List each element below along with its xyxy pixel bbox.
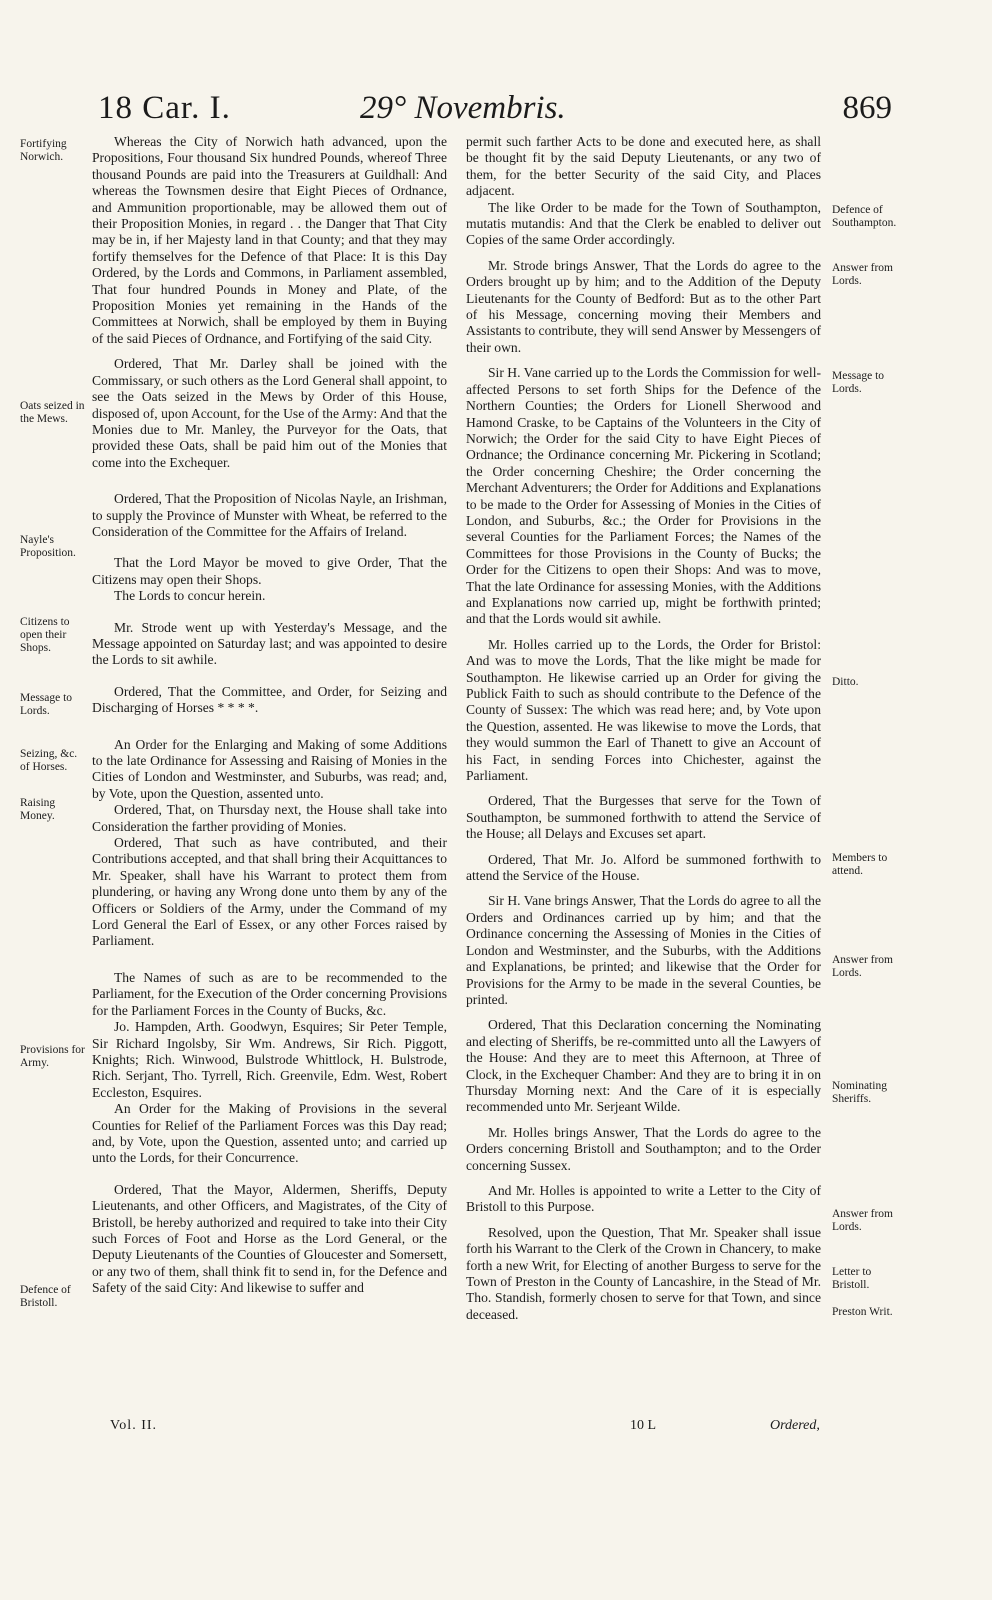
margin-note: Answer from Lords. [832, 262, 893, 287]
margin-note: Provisions for Army. [20, 1044, 85, 1069]
paragraph: Mr. Holles carried up to the Lords, the Order for Bristol: And was to move the Lords, That the like might be made for Southampton. He likewise carried up an Order for giving the Publick Faith to such as should contribute to the Defence of the County of Sussex: The which was read here; and, by Vote upon the Question, assented. He was likewise to move the Lords, that they would summon the Earl of Thanett to give an Account of his Fact, in sending Forces into Chichester, against the Parliament. [466, 636, 821, 784]
paragraph: Sir H. Vane carried up to the Lords the Commission for well-affected Persons to set forth Ships for the Defence of the Northern Counties; the Orders for Lionell Sherwood and Hamond Craske, to be Captains of the Volunteers in the City of Norwich; the Order for the said City to have Eight Pieces of Ordnance; the Ordinance concerning Mr. Pickering in Scotland; the Order concerning Cheshire; the Order concerning the Merchant Adventurers; the Order for Additions and Explanations to be made to the Order for Assessing of Monies in the Cities of London, and Suburbs, &c.; the Order for Provisions in the several Counties for the Parliament Forces; the Names of the Committees for those Provisions in the County of Bucks; the Order for the Citizens to open their Shops: And was to move, That the late Ordinance for assessing Monies, with the Additions and Explanations now carried up, might be forthwith printed; and that the Lords would sit awhile. [466, 365, 821, 627]
margin-note: Fortifying Norwich. [20, 138, 67, 163]
margin-note: Message to Lords. [832, 370, 885, 395]
left-column [92, 134, 447, 1297]
paragraph: Resolved, upon the Question, That Mr. Speaker shall issue forth his Warrant to the Clerk of the Crown in Chancery, to make forth a new Writ, for Electing of another Burgess to serve for the Town of Preston in the County of Lancashire, in the Stead of Mr. Tho. Standish, formerly chosen to serve for that Town, and since deceased. [466, 1224, 821, 1322]
paragraph: Ordered, That the Proposition of Nicolas Nayle, an Irishman, to supply the Province of Munster with Wheat, be referred to the Consideration of the Committee for the Affairs of Ireland. [92, 491, 447, 539]
paragraph: Ordered, That the Mayor, Aldermen, Sheriffs, Deputy Lieutenants, and other Officers, and Magistrates, of the City of Bristoll, be hereby authorized and required to take into their City such Forces of Foot and Horse as the Lord General, or the Deputy Lieutenants of the Counties of Gloucester and Somersett, or any two of them, shall think fit to send in, for the Defence and Safety of the said City: And likewise to suffer and [92, 1181, 447, 1296]
margin-note: Preston Writ. [832, 1306, 893, 1318]
margin-note: Defence of Bristoll. [20, 1284, 71, 1309]
regnal-year: 18 Car. I. [98, 90, 231, 126]
paragraph: Ordered, That Mr. Darley shall be joined with the Commissary, or such others as the Lord General shall appoint, to see the Oats seized in the Mews by Order of this House, disposed of, upon Account, for the Use of the Army: And that the Monies due to Mr. Manley, the Purveyor for the Oats, that provided these Oats, shall be paid him out of the Monies that come into the Exchequer. [92, 356, 447, 470]
right-column [466, 134, 821, 1323]
paragraph: Mr. Strode brings Answer, That the Lords do agree to the Orders brought up by him; and to the Addition of the Deputy Lieutenants for the County of Bedford: But as to the other Part of his Message, concerning moving their Members and Assistants to contribute, they will send Answer by Messengers of their own. [466, 257, 821, 355]
paragraph: Mr. Holles brings Answer, That the Lords do agree to the Orders concerning Bristoll and Southampton; and to the Order concerning Sussex. [466, 1124, 821, 1173]
margin-note: Letter to Bristoll. [832, 1266, 872, 1291]
paragraph: An Order for the Enlarging and Making of some Additions to the late Ordinance for Assessing and Raising of Monies in the Cities of London and Westminster, and Suburbs, was read; and, by Vote, upon the Question, assented unto. [92, 736, 447, 801]
paragraph: Ordered, That, on Thursday next, the House shall take into Consideration the farther providing of Monies. [92, 802, 447, 834]
signature-mark: 10 L [630, 1418, 657, 1433]
paragraph: Ordered, That this Declaration concerning the Nominating and electing of Sheriffs, be re-committed unto all the Lawyers of the House: And they are to meet this Afternoon, at Three of Clock, in the Exchequer Chamber: And they are to bring it in on Thursday Morning next: And the Care of it is especially recommended unto Mr. Serjeant Wilde. [466, 1017, 821, 1115]
margin-note: Answer from Lords. [832, 1208, 893, 1233]
margin-note: Oats seized in the Mews. [20, 400, 85, 425]
paragraph: That the Lord Mayor be moved to give Order, That the Citizens may open their Shops. [92, 555, 447, 587]
paragraph: Whereas the City of Norwich hath advanced, upon the Propositions, Four thousand Six hundred Pounds, whereof Three thousand Pounds are paid into the Treasurers at Guildhall: And whereas the Townsmen desire that Eight Pieces of Ordnance, and Ammunition proportionable, may be allowed them out of their Proposition Monies, in regard . . the Danger that That City may be in, if her Majesty land in that County; and that they may fortify themselves for the Defence of that Place: It is this Day Ordered, by the Lords and Commons, in Parliament assembled, That four hundred Pounds in Money and Plate, of the Proposition Monies yet remaining in the Hands of the Committees at Norwich, shall be employed by them in Buying of the said Pieces of Ordnance, and Fortifying of the said City. [92, 134, 447, 346]
page-header [0, 88, 992, 132]
margin-note: Members to attend. [832, 852, 888, 877]
margin-note: Answer from Lords. [832, 954, 893, 979]
margin-note: Raising Money. [20, 797, 56, 822]
paragraph: Ordered, That Mr. Jo. Alford be summoned forthwith to attend the Service of the House. [466, 851, 821, 884]
margin-note: Ditto. [832, 676, 859, 688]
date-heading: 29° Novembris. [360, 90, 566, 126]
catchword: Ordered, [770, 1418, 820, 1433]
margin-note: Citizens to open their Shops. [20, 616, 70, 654]
page-number: 869 [842, 90, 892, 126]
paragraph: Ordered, That the Committee, and Order, for Seizing and Discharging of Horses * * * *. [92, 683, 447, 716]
margin-note: Message to Lords. [20, 692, 73, 717]
paragraph: Sir H. Vane brings Answer, That the Lords do agree to all the Orders and Ordinances carried up by him; and that the Ordinance concerning the Assessing of Monies in the Cities of London and Westminster, and the Suburbs, with the Additions and Explanations, be printed; and likewise that the Order for Provisions for the Army to be made in the several Counties, be printed. [466, 893, 821, 1007]
paragraph: An Order for the Making of Provisions in the several Counties for Relief of the Parliament Forces was this Day read; and, by Vote, upon the Question, assented unto; and carried up unto the Lords, for their Concurrence. [92, 1101, 447, 1166]
paragraph: Ordered, That such as have contributed, and their Contributions accepted, and that shall bring their Acquittances to Mr. Speaker, shall have his Warrant to protect them from plundering, or having any Wrong done unto them by any of the Officers or Soldiers of the Army, under the Command of my Lord General the Earl of Essex, or any other Forces raised by Parliament. [92, 835, 447, 949]
paragraph: The Names of such as are to be recommended to the Parliament, for the Execution of the Order concerning Provisions for the Parliament Forces in the County of Bucks, &c. [92, 969, 447, 1018]
paragraph: The like Order to be made for the Town of Southampton, mutatis mutandis: And that the Clerk be enabled to deliver out Copies of the same Order accordingly. [466, 199, 821, 248]
paragraph: permit such farther Acts to be done and executed here, as shall be thought fit by the said Deputy Lieutenants, or any two of them, for the better Security of the said City, and Places adjacent. [466, 134, 821, 199]
margin-note: Nominating Sheriffs. [832, 1080, 887, 1105]
paragraph: The Lords to concur herein. [114, 588, 266, 604]
volume-mark: Vol. II. [110, 1418, 158, 1433]
paragraph: And Mr. Holles is appointed to write a Letter to the City of Bristoll to this Purpose. [466, 1182, 821, 1215]
margin-note: Nayle's Proposition. [20, 534, 76, 559]
paragraph: Mr. Strode went up with Yesterday's Message, and the Message appointed on Saturday last; and was appointed to desire the Lords to sit awhile. [92, 619, 447, 668]
paragraph: Jo. Hampden, Arth. Goodwyn, Esquires; Sir Peter Temple, Sir Richard Ingolsby, Sir Wm. Andrews, Sir Rich. Piggott, Knights; Rich. Winwood, Bulstrode Whittlock, H. Bulstrode, Rich. Serjant, Tho. Tyrrell, Rich. Greenvile, Edm. West, Robert Eccleston, Esquires. [92, 1019, 447, 1100]
margin-note: Seizing, &c. of Horses. [20, 748, 78, 773]
paragraph: Ordered, That the Burgesses that serve for the Town of Southampton, be summoned forthwith to attend the Service of the House; all Delays and Excuses set apart. [466, 793, 821, 842]
margin-note: Defence of Southampton. [832, 204, 897, 229]
